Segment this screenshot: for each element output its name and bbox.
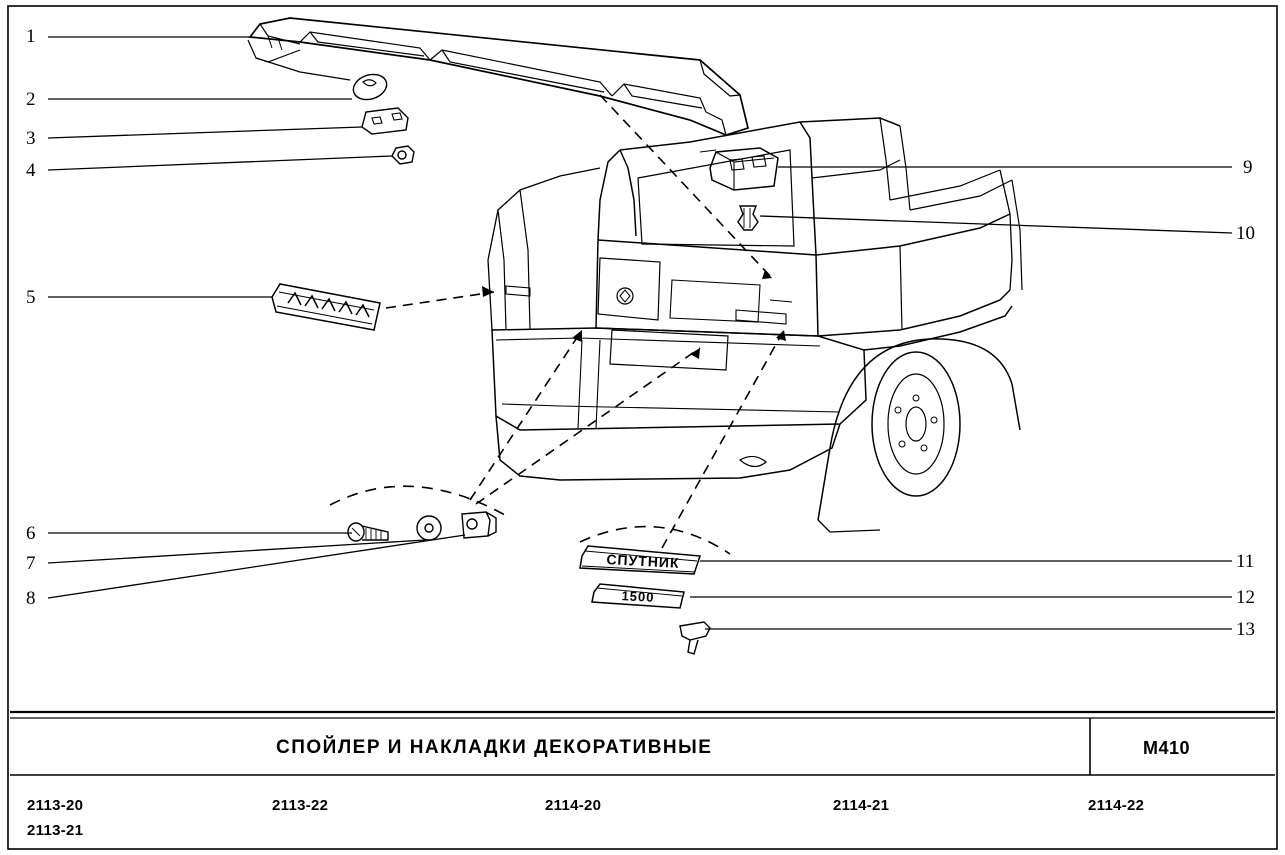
callout-number-1: 1: [26, 26, 36, 47]
sheet-code: М410: [1143, 738, 1191, 758]
callout-number-13: 13: [1236, 619, 1255, 640]
sputnik-badge-text: СПУТНИК: [606, 551, 680, 571]
callout-number-10: 10: [1236, 223, 1255, 244]
model-code-2113-21: 2113-21: [27, 822, 84, 839]
model-code-2113-20: 2113-20: [27, 797, 84, 814]
fasteners-group-arc: [330, 486, 505, 515]
callout-number-6: 6: [26, 523, 36, 544]
displacement-badge-text: 1500: [621, 588, 655, 605]
leader-lines-right: [690, 167, 1232, 629]
callout-number-12: 12: [1236, 587, 1255, 608]
callout-number-7: 7: [26, 553, 36, 574]
washer-part: [417, 516, 441, 540]
spoiler-nut-part: [392, 146, 414, 164]
lada-badge-part: [272, 284, 380, 330]
car-body: [488, 118, 1022, 532]
push-pin-part: [738, 206, 758, 230]
callout-number-3: 3: [26, 128, 36, 149]
diagram-title: СПОЙЛЕР И НАКЛАДКИ ДЕКОРАТИВНЫЕ: [276, 737, 713, 758]
callout-number-5: 5: [26, 287, 36, 308]
model-code-2114-20: 2114-20: [545, 797, 602, 814]
screw-part: [348, 523, 388, 541]
callout-number-9: 9: [1243, 157, 1253, 178]
model-code-2113-22: 2113-22: [272, 797, 329, 814]
model-code-2114-21: 2114-21: [833, 797, 890, 814]
spoiler-pad-part: [350, 70, 390, 103]
clip-part: [462, 512, 496, 538]
leader-lines-left: [48, 37, 465, 598]
callout-number-2: 2: [26, 89, 36, 110]
callout-number-11: 11: [1236, 551, 1255, 572]
callout-number-4: 4: [26, 160, 36, 181]
spoiler-part: [248, 18, 748, 135]
badge-clip-part: [680, 622, 710, 654]
model-code-2114-22: 2114-22: [1088, 797, 1145, 814]
callout-number-8: 8: [26, 588, 36, 609]
spoiler-bracket-part: [362, 108, 408, 134]
